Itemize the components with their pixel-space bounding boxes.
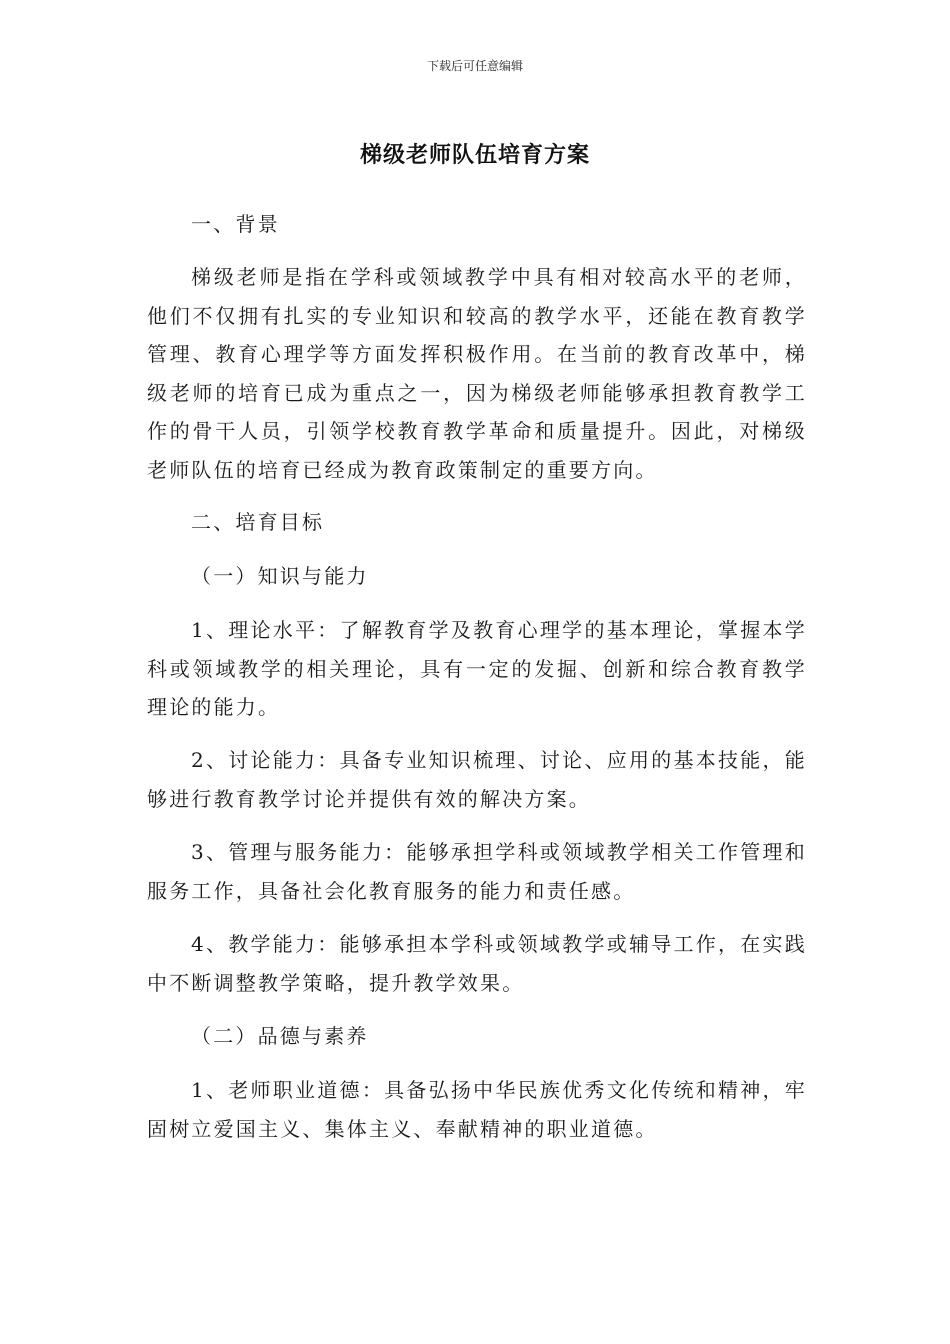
goal-item-management: 3、管理与服务能力：能够承担学科或领域教学相关工作管理和服务工作，具备社会化教育服务的能力和责任感。 [147, 840, 807, 903]
goal-item-discussion: 2、讨论能力：具备专业知识梳理、讨论、应用的基本技能，能够进行教育教学讨论并提供有效的解决方案。 [147, 748, 807, 811]
header-note: 下载后可任意编辑 [426, 59, 523, 73]
document-title: 梯级老师队伍培育方案 [359, 143, 590, 168]
subheading-knowledge-ability: （一）知识与能力 [191, 564, 369, 588]
goal-item-teaching: 4、教学能力：能够承担本学科或领域教学或辅导工作，在实践中不断调整教学策略，提升教学效果。 [147, 932, 807, 995]
background-paragraph: 梯级老师是指在学科或领域教学中具有相对较高水平的老师，他们不仅拥有扎实的专业知识和较高的教学水平，还能在教育教学管理、教育心理学等方面发挥积极作用。在当前的教育改革中，梯级老师的培育已成为重点之一，因为梯级老师能够承担教育教学工作的骨干人员，引领学校教育教学革命和质量提升。因此，对梯级老师队伍的培育已经成为教育政策制定的重要方向。 [147, 265, 807, 482]
subheading-morality-quality: （二）品德与素养 [191, 1024, 369, 1048]
section-heading-goals: 二、培育目标 [191, 510, 325, 534]
section-heading-background: 一、背景 [191, 212, 280, 236]
goal-item-ethics: 1、老师职业道德：具备弘扬中华民族优秀文化传统和精神，牢固树立爱国主义、集体主义、奉献精神的职业道德。 [147, 1078, 807, 1141]
goal-item-theory: 1、理论水平：了解教育学及教育心理学的基本理论，掌握本学科或领域教学的相关理论，具有一定的发掘、创新和综合教育教学理论的能力。 [147, 618, 807, 719]
